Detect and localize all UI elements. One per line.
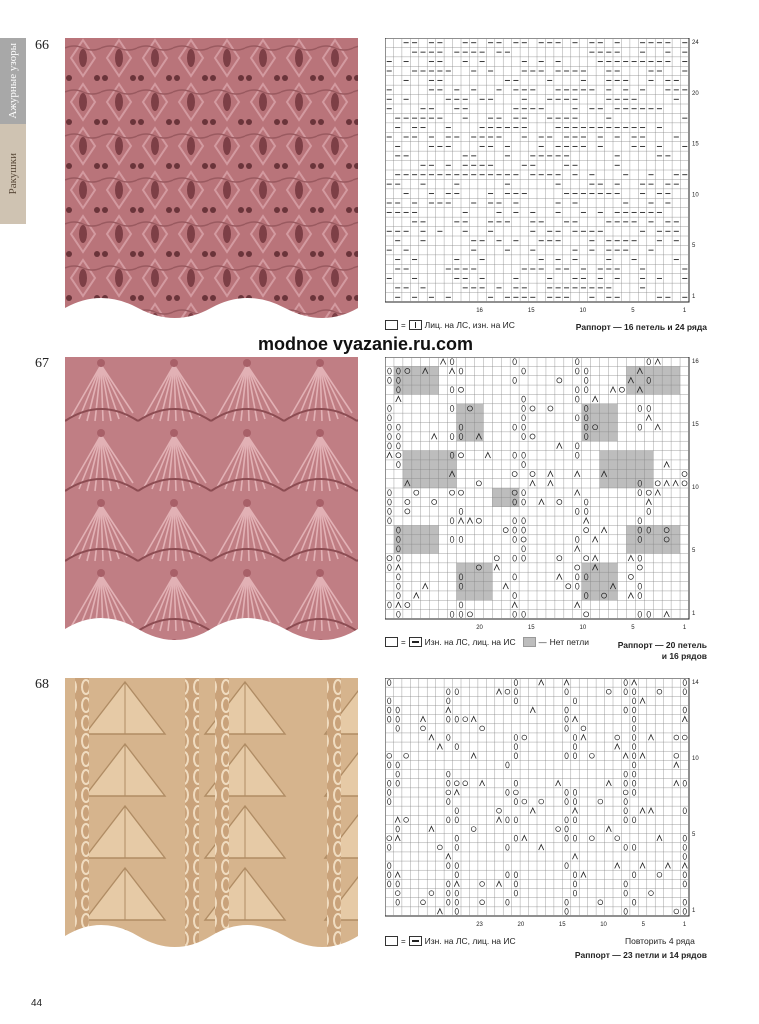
pattern-66-col-number: 10 xyxy=(579,308,587,314)
pattern-68-legend: = Изн. на ЛС, лиц. на ИС xyxy=(385,936,516,946)
pattern-68-photo xyxy=(65,678,358,970)
pattern-67-row-number: 1 xyxy=(692,611,696,617)
legend-purl-icon xyxy=(409,637,422,647)
pattern-68-row-number: 10 xyxy=(692,756,699,762)
pattern-67-col-number: 10 xyxy=(579,625,587,631)
pattern-68-col-number: 20 xyxy=(517,922,525,928)
pattern-66-col-number: 16 xyxy=(476,308,483,314)
side-tab-openwork-label: Ажурные узоры xyxy=(7,43,19,119)
watermark: modnoe vyazanie.ru.com xyxy=(258,334,474,354)
pattern-67-repeat xyxy=(560,640,707,662)
pattern-68-chart xyxy=(385,678,707,928)
pattern-67-row-number: 16 xyxy=(692,359,699,365)
pattern-67-chart xyxy=(385,357,707,631)
pattern-67-legend: = Изн. на ЛС, лиц. на ИС — Нет петли xyxy=(385,637,589,647)
pattern-67-row-number: 5 xyxy=(692,548,696,554)
pattern-66-repeat: Раппорт — 16 петель и 24 ряда xyxy=(575,322,707,332)
pattern-66-row-number: 5 xyxy=(692,243,696,250)
pattern-68-row-number: 1 xyxy=(692,908,696,914)
pattern-66-number: 66 xyxy=(35,38,49,53)
pattern-66-row-number: 24 xyxy=(692,40,699,46)
pattern-68-row-number: 14 xyxy=(692,680,699,686)
pattern-66-photo xyxy=(65,38,358,330)
legend-empty-cell-icon xyxy=(385,637,398,647)
pattern-67-col-number: 20 xyxy=(476,625,483,631)
side-tab-shells-label: Ракушки xyxy=(7,153,19,195)
legend-empty-cell-icon xyxy=(385,320,398,330)
legend-empty-cell-icon xyxy=(385,936,398,946)
pattern-66-legend-text: Лиц. на ЛС, изн. на ИС xyxy=(424,320,515,330)
pattern-66-col-number: 5 xyxy=(631,308,635,314)
pattern-68-legend-text: Изн. на ЛС, лиц. на ИС xyxy=(424,936,516,946)
page-number: 44 xyxy=(31,998,43,1009)
pattern-68-col-number: 10 xyxy=(600,922,607,928)
legend-purl-icon xyxy=(409,936,422,946)
pattern-68-repeat-note: Повторить 4 ряда xyxy=(625,936,695,946)
pattern-66-chart xyxy=(385,38,707,314)
pattern-66-row-number: 20 xyxy=(692,90,699,97)
pattern-68-row-number: 5 xyxy=(692,832,696,838)
pattern-66-row-number: 10 xyxy=(692,192,699,199)
legend-no-stitch-icon xyxy=(523,637,536,647)
pattern-68-number: 68 xyxy=(35,677,49,692)
pattern-67-row-number: 10 xyxy=(692,485,699,491)
pattern-66-row-number: 15 xyxy=(692,141,699,148)
pattern-67-number: 67 xyxy=(35,356,49,371)
pattern-67-col-number: 15 xyxy=(527,625,535,631)
pattern-68-col-number: 1 xyxy=(682,922,687,928)
pattern-67-repeat-line-2: и 16 рядов xyxy=(661,651,707,661)
pattern-67-legend-extra: Нет петли xyxy=(549,637,589,647)
pattern-67-photo xyxy=(65,357,358,650)
pattern-66-col-number: 1 xyxy=(682,308,687,314)
pattern-66-legend: = Лиц. на ЛС, изн. на ИС xyxy=(385,320,515,330)
pattern-68-col-number: 23 xyxy=(476,922,483,928)
pattern-67-col-number: 5 xyxy=(631,625,635,631)
pattern-68-col-number: 5 xyxy=(641,922,645,928)
pattern-66-row-number: 1 xyxy=(692,294,696,300)
pattern-68-repeat: Раппорт — 23 петли и 14 рядов xyxy=(574,950,707,960)
legend-knit-icon xyxy=(409,320,422,330)
pattern-66-col-number: 15 xyxy=(527,308,535,314)
pattern-68-col-number: 15 xyxy=(558,922,566,928)
side-tab-openwork[interactable] xyxy=(0,38,26,124)
pattern-67-repeat-line-1: Раппорт — 20 петель xyxy=(617,640,707,650)
pattern-67-col-number: 1 xyxy=(682,625,687,631)
side-tab-shells[interactable] xyxy=(0,124,26,224)
pattern-67-row-number: 15 xyxy=(692,422,699,428)
pattern-67-legend-text: Изн. на ЛС, лиц. на ИС xyxy=(424,637,516,647)
